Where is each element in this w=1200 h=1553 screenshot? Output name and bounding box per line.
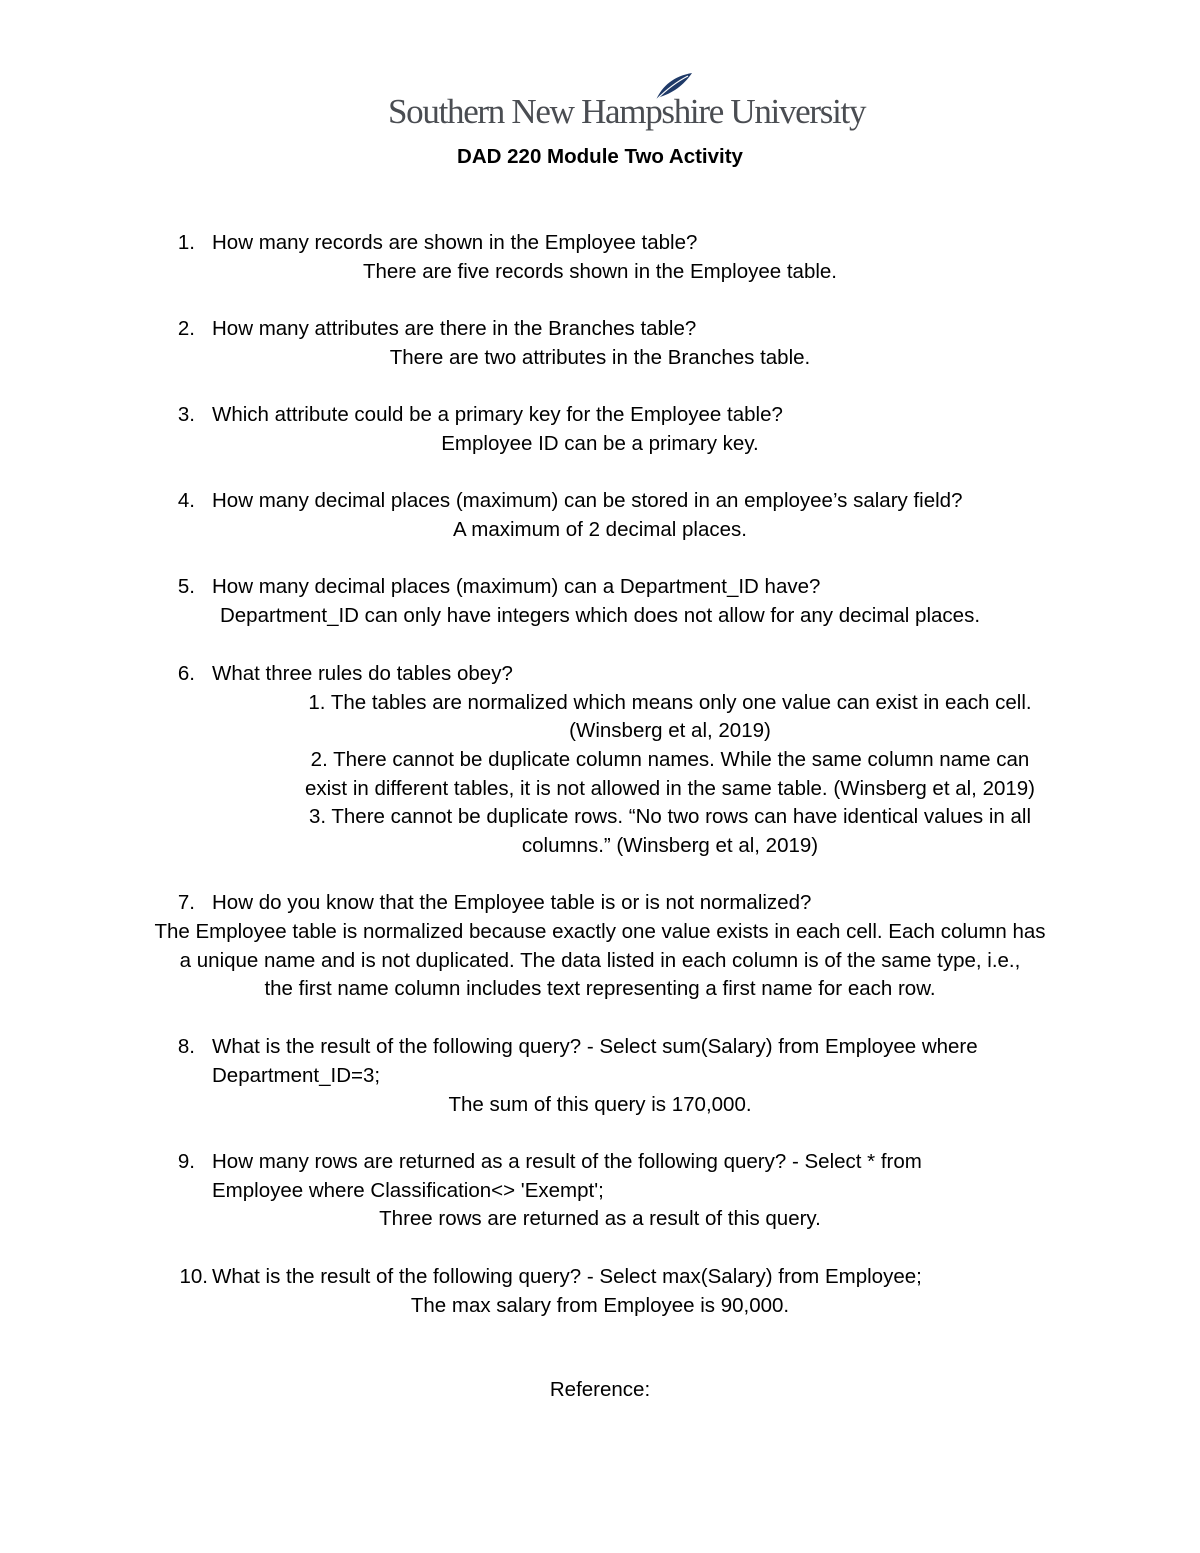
- answer-line: a unique name and is not duplicated. The data listed in each column is of the same type, i.e.,: [179, 949, 1021, 972]
- answer-10: The max salary from Employee is 90,000.: [410, 1294, 790, 1317]
- university-logo: [384, 72, 866, 136]
- answer-2: There are two attributes in the Branches table.: [389, 346, 811, 369]
- answer-3: Employee ID can be a primary key.: [441, 432, 759, 455]
- leaf-icon: [654, 72, 694, 102]
- page-title: DAD 220 Module Two Activity: [457, 145, 743, 168]
- question-text: How many attributes are there in the Branches table?: [212, 317, 697, 340]
- question-text: How many decimal places (maximum) can be stored in an employee’s salary field?: [212, 489, 963, 512]
- answer-1: There are five records shown in the Employee table.: [362, 260, 838, 283]
- question-text: Which attribute could be a primary key for the Employee table?: [212, 403, 783, 426]
- question-text: Employee where Classification<> 'Exempt';: [212, 1179, 604, 1202]
- question-number: 1.: [177, 231, 195, 254]
- answer-line: 3. There cannot be duplicate rows. “No two rows can have identical values in all: [308, 805, 1032, 828]
- question-number: 6.: [177, 662, 195, 685]
- question-text: How many records are shown in the Employee table?: [212, 231, 698, 254]
- reference-label: Reference:: [549, 1378, 651, 1401]
- question-number: 5.: [177, 575, 195, 598]
- answer-8: The sum of this query is 170,000.: [448, 1093, 752, 1116]
- answer-line: 1. The tables are normalized which means only one value can exist in each cell.: [308, 691, 1032, 714]
- question-text: How do you know that the Employee table is or is not normalized?: [212, 891, 812, 914]
- question-text: How many rows are returned as a result of the following query? - Select * from: [212, 1150, 922, 1173]
- question-number: 2.: [177, 317, 195, 340]
- question-number: 10.: [179, 1265, 208, 1288]
- question-text: How many decimal places (maximum) can a Department_ID have?: [212, 575, 821, 598]
- answer-9: Three rows are returned as a result of this query.: [379, 1207, 821, 1230]
- answer-line: (Winsberg et al, 2019): [569, 719, 771, 742]
- question-number: 9.: [177, 1150, 195, 1173]
- university-name: Southern New Hampshire University: [388, 92, 866, 131]
- answer-line: columns.” (Winsberg et al, 2019): [521, 834, 819, 857]
- answer-line: the first name column includes text representing a first name for each row.: [264, 977, 936, 1000]
- question-text: What is the result of the following query? - Select sum(Salary) from Employee where: [212, 1035, 978, 1058]
- answer-4: A maximum of 2 decimal places.: [453, 518, 747, 541]
- question-text: What three rules do tables obey?: [212, 662, 513, 685]
- question-text: Department_ID=3;: [212, 1064, 381, 1087]
- answer-line: The Employee table is normalized because exactly one value exists in each cell. Each column has: [154, 920, 1046, 943]
- answer-5: Department_ID can only have integers which does not allow for any decimal places.: [219, 604, 981, 627]
- question-number: 4.: [177, 489, 195, 512]
- question-number: 7.: [177, 891, 195, 914]
- answer-line: exist in different tables, it is not allowed in the same table. (Winsberg et al, 2019): [304, 777, 1036, 800]
- answer-line: 2. There cannot be duplicate column names. While the same column name can: [310, 748, 1030, 771]
- question-text: What is the result of the following query? - Select max(Salary) from Employee;: [212, 1265, 922, 1288]
- question-number: 8.: [177, 1035, 195, 1058]
- question-number: 3.: [177, 403, 195, 426]
